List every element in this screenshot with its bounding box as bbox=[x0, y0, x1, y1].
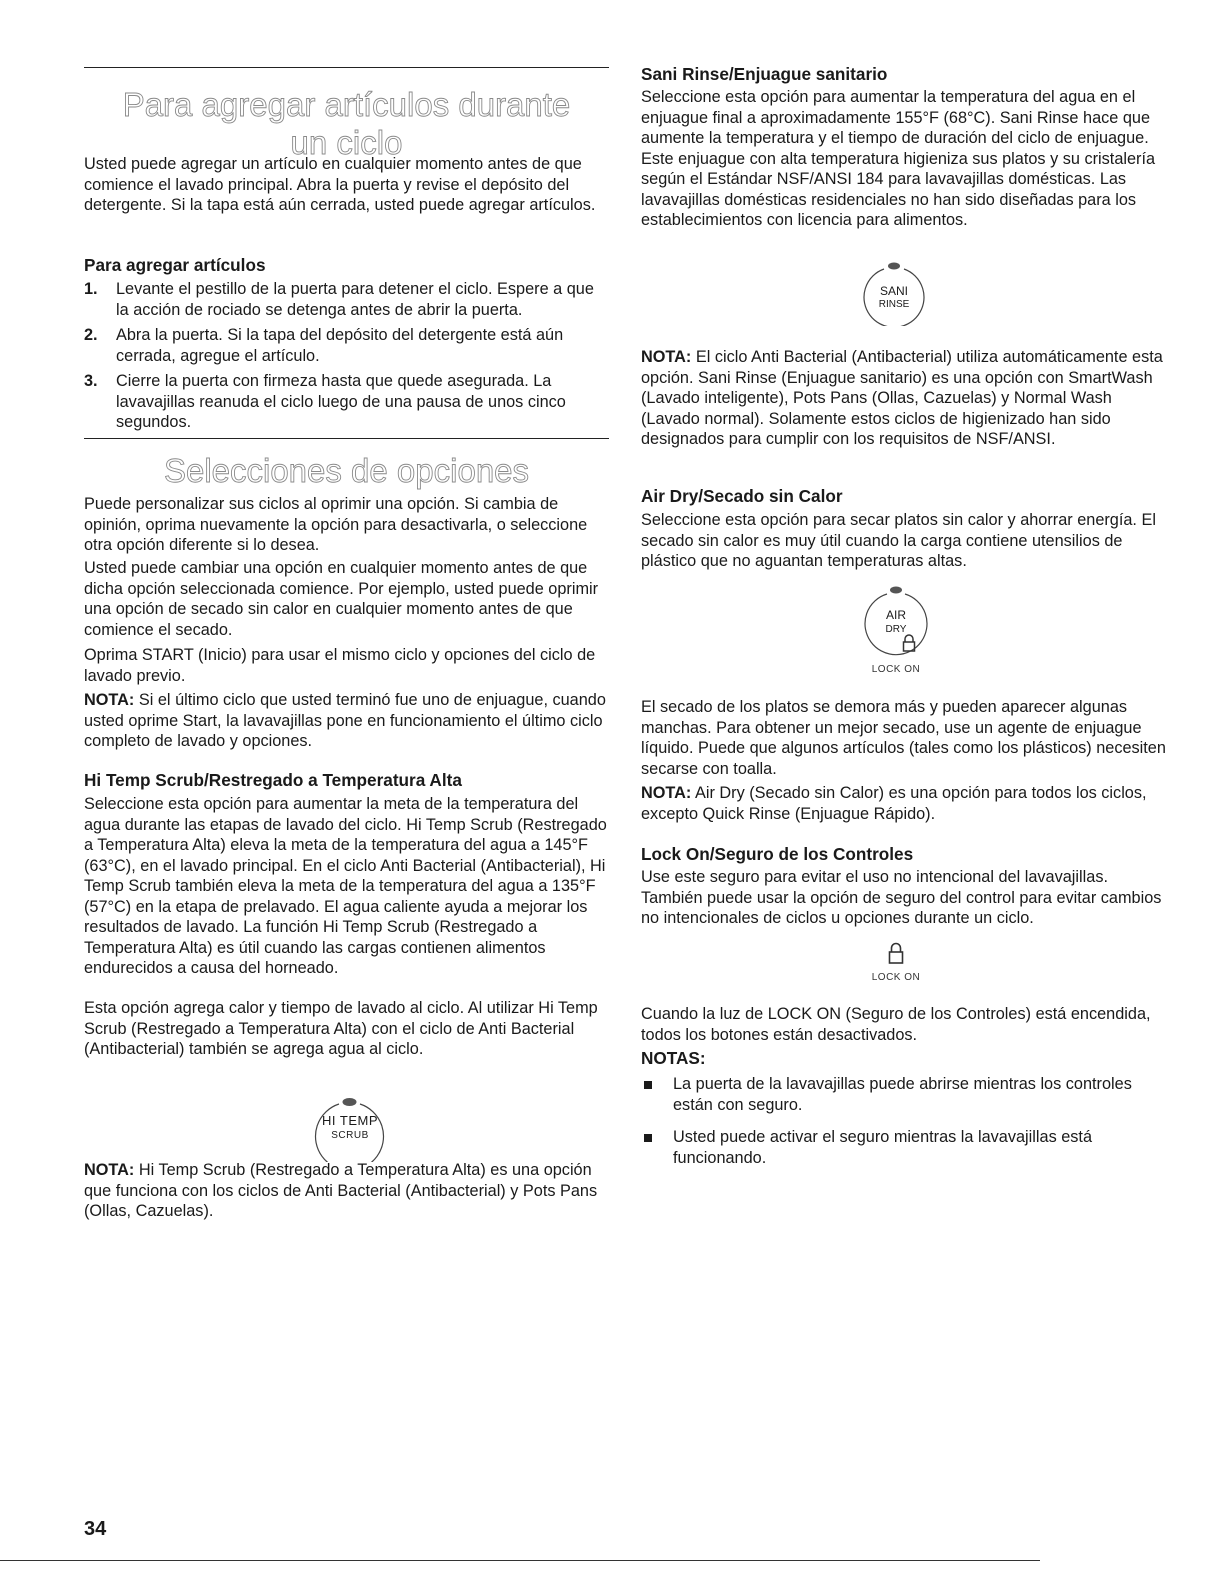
section-title-add-items bbox=[84, 86, 609, 162]
air-dry-note bbox=[641, 783, 1166, 824]
air-dry-paragraph-1: Seleccione esta opción para secar platos sin calor y ahorrar energía. El secado sin calor es muy útil cuando la carga contiene utensilios de plástico que no aguantan temperaturas altas. bbox=[641, 511, 1156, 570]
step-number: 2. bbox=[84, 326, 98, 344]
hitemp-icon-label-2: SCRUB bbox=[331, 1130, 369, 1141]
step-text: Levante el pestillo de la puerta para detener el ciclo. Espere a que la acción de rociado se detenga antes de abrir la puerta. bbox=[116, 280, 594, 319]
notas-list-item bbox=[641, 1127, 1166, 1168]
sani-rinse-button-icon bbox=[859, 256, 929, 326]
options-paragraph-2: Usted puede cambiar una opción en cualquier momento antes de que dicha opción seleccionada comience. Por ejemplo, usted puede oprimir una opción de secado sin calor en cualquier momento antes de que comience el secado. bbox=[84, 559, 599, 639]
notas-item-text: Usted puede activar el seguro mientras la lavavajillas está funcionando. bbox=[673, 1128, 1093, 1167]
step-text: Abra la puerta. Si la tapa del depósito del detergente está aún cerrada, agregue el artículo. bbox=[116, 326, 564, 365]
sani-rinse-paragraph: Seleccione esta opción para aumentar la temperatura del agua en el enjuague final a aproximadamente 155°F (68°C). Sani Rinse hace que aumente la temperatura y el tiempo de duración del ciclo de enjuague. Este enjuague con alta temperatura higieniza sus platos y su cristalería según el Estándar NSF/ANSI 184 para lavavajillas domésticas. Las lavavajillas domésticas residenciales no han sido diseñadas para los establecimientos con licencia para alimentos. bbox=[641, 88, 1156, 229]
air-dry-icon-label-1: AIR bbox=[885, 608, 906, 622]
air-dry-heading: Air Dry/Secado sin Calor bbox=[641, 486, 843, 506]
options-paragraph-1: Puede personalizar sus ciclos al oprimir una opción. Si cambia de opinión, oprima nuevamente la opción para desactivarla, o seleccione otra opción diferente si lo desea. bbox=[84, 495, 588, 554]
footer-rule bbox=[0, 1560, 1040, 1561]
hitemp-scrub-button-icon bbox=[310, 1092, 390, 1162]
lock-on-indicator bbox=[866, 940, 926, 990]
air-dry-button-icon bbox=[851, 578, 941, 678]
lock-on-paragraph-2: Cuando la luz de LOCK ON (Seguro de los Controles) está encendida, todos los botones están desactivados. bbox=[641, 1005, 1151, 1044]
section-title-line2: un ciclo bbox=[290, 124, 403, 161]
lock-icon bbox=[902, 634, 916, 652]
bullet-square-icon bbox=[644, 1081, 652, 1089]
lock-icon bbox=[888, 942, 904, 964]
note-text: El ciclo Anti Bacterial (Antibacterial) utiliza automáticamente esta opción. Sani Rinse (Enjuague sanitario) es una opción con SmartWash (Lavado inteligente), Pots Pans (Ollas, Cazuelas) y Normal Wash (Lavado normal). Solamente estos ciclos de higienizado han sido designados para cumplir con los requisitos de NSF/ANSI. bbox=[641, 348, 1163, 448]
note-label: NOTA: bbox=[641, 348, 692, 366]
note-label: NOTA: bbox=[84, 1161, 135, 1179]
hitemp-paragraph-1: Seleccione esta opción para aumentar la meta de la temperatura del agua durante las etapas de lavado del ciclo. Hi Temp Scrub (Restregado a Temperatura Alta) eleva la meta de la temperatura del agua a 145°F (63°C), en el lavado principal. En el ciclo Anti Bacterial (Antibacterial), Hi Temp Scrub también eleva la meta de la temperatura del agua a 135°F (57°C) en la etapa de prelavado. El agua caliente ayuda a mejorar los resultados de lavado. La función Hi Temp Scrub (Restregado a Temperatura Alta) es útil cuando las cargas contienen alimentos endurecidos a causa del horneado. bbox=[84, 795, 607, 977]
sani-icon-label-1: SANI bbox=[879, 284, 908, 298]
note-label: NOTA: bbox=[84, 691, 135, 709]
section-title-line1: Para agregar artículos durante bbox=[122, 86, 571, 123]
air-dry-paragraph-2: El secado de los platos se demora más y pueden aparecer algunas manchas. Para obtener un mejor secado, use un agente de enjuague líquido. Puede que algunos artículos (tales como los plásticos) necesiten secarse con toalla. bbox=[641, 698, 1166, 778]
page-number: 34 bbox=[84, 1518, 107, 1540]
hitemp-note bbox=[84, 1160, 609, 1222]
lock-on-label: LOCK ON bbox=[871, 664, 921, 675]
note-label: NOTA: bbox=[641, 784, 692, 802]
notas-list-item bbox=[641, 1074, 1166, 1115]
hitemp-icon-label-1: HI TEMP bbox=[322, 1113, 378, 1128]
note-text: Air Dry (Secado sin Calor) es una opción para todos los ciclos, excepto Quick Rinse (Enjuague Rápido). bbox=[641, 784, 1147, 823]
hitemp-paragraph-2: Esta opción agrega calor y tiempo de lavado al ciclo. Al utilizar Hi Temp Scrub (Restregado a Temperatura Alta) con el ciclo de Anti Bacterial (Antibacterial) también se agrega agua al ciclo. bbox=[84, 999, 598, 1058]
step-item bbox=[84, 371, 609, 433]
lock-on-paragraph-1: Use este seguro para evitar el uso no intencional del lavavajillas. También puede usar la opción de seguro del control para evitar cambios no intencionales de ciclos u opciones durante un ciclo. bbox=[641, 868, 1162, 927]
options-paragraph-3: Oprima START (Inicio) para usar el mismo ciclo y opciones del ciclo de lavado previo. bbox=[84, 646, 596, 685]
add-items-intro: Usted puede agregar un artículo en cualquier momento antes de que comience el lavado principal. Abra la puerta y revise el depósito del detergente. Si la tapa está aún cerrada, usted puede agregar artículos. bbox=[84, 155, 596, 214]
note-text: Si el último ciclo que usted terminó fue uno de enjuague, cuando usted oprime Start, la lavavajillas pone en funcionamiento el último ciclo completo de lavado y opciones. bbox=[84, 691, 606, 750]
options-note bbox=[84, 690, 609, 752]
sani-icon-label-2: RINSE bbox=[878, 299, 910, 310]
bullet-square-icon bbox=[644, 1134, 652, 1142]
add-items-steps bbox=[84, 279, 609, 438]
section-divider bbox=[84, 67, 609, 68]
notas-item-text: La puerta de la lavavajillas puede abrirse mientras los controles están con seguro. bbox=[673, 1075, 1132, 1114]
add-items-heading: Para agregar artículos bbox=[84, 255, 266, 275]
step-item bbox=[84, 325, 609, 366]
step-number: 3. bbox=[84, 372, 98, 390]
lock-on-heading: Lock On/Seguro de los Controles bbox=[641, 844, 914, 864]
step-item bbox=[84, 279, 609, 320]
section-title-options: Selecciones de opciones bbox=[163, 452, 530, 489]
sani-rinse-heading: Sani Rinse/Enjuague sanitario bbox=[641, 64, 888, 84]
note-text: Hi Temp Scrub (Restregado a Temperatura Alta) es una opción que funciona con los ciclos de Anti Bacterial (Antibacterial) y Pots Pans (Ollas, Cazuelas). bbox=[84, 1161, 598, 1220]
sani-rinse-note bbox=[641, 347, 1166, 450]
step-text: Cierre la puerta con firmeza hasta que quede asegurada. La lavavajillas reanuda el ciclo luego de una pausa de unos cinco segundos. bbox=[116, 372, 566, 431]
hitemp-heading: Hi Temp Scrub/Restregado a Temperatura Alta bbox=[84, 770, 462, 790]
step-number: 1. bbox=[84, 280, 98, 298]
air-dry-icon-label-2: DRY bbox=[885, 624, 907, 635]
notas-heading: NOTAS: bbox=[641, 1048, 706, 1068]
section-divider bbox=[84, 438, 609, 439]
lock-on-label: LOCK ON bbox=[871, 972, 921, 983]
notas-list bbox=[641, 1074, 1166, 1180]
